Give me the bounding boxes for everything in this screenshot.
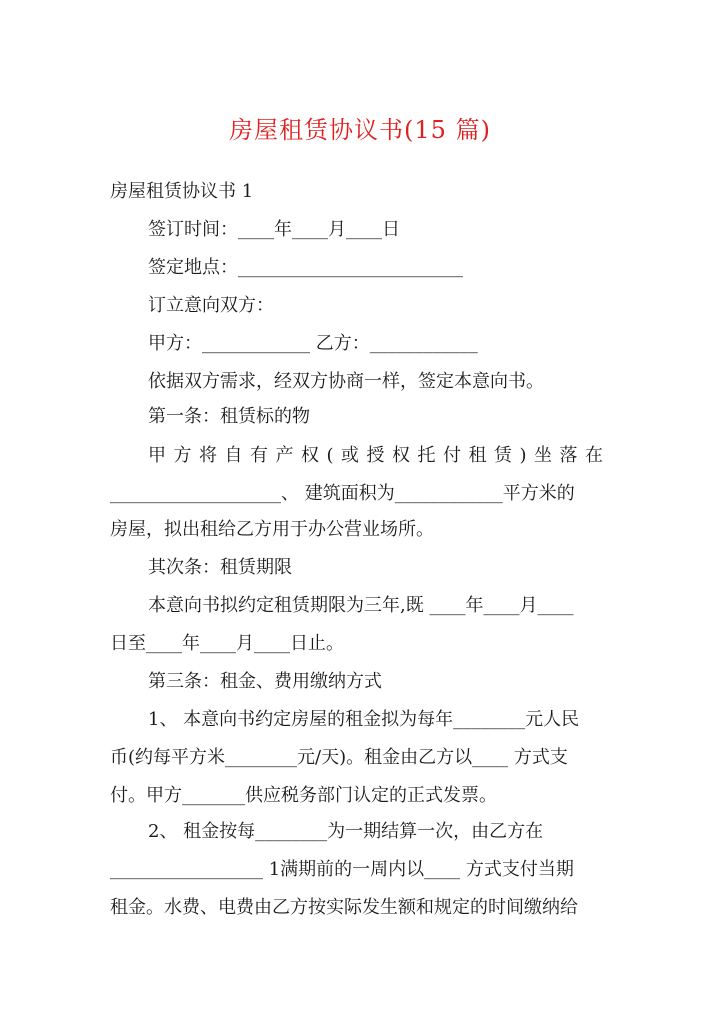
article-2-line-1: 本意向书拟约定租赁期限为三年,既 ____年____月____ bbox=[148, 595, 574, 616]
article-2-title: 其次条：租赁期限 bbox=[148, 557, 292, 578]
article-2-line-2: 日至____年____月____日止。 bbox=[110, 633, 344, 654]
article-1-line-1: 甲方将自有产权(或授权托付租赁)坐落在 bbox=[148, 445, 611, 466]
sign-place-line: 签定地点：_________________________ bbox=[148, 257, 463, 278]
basis-line: 依据双方需求，经双方协商一样，签定本意向书。 bbox=[148, 371, 544, 392]
article-3-clause-1-line-1: 1、 本意向书约定房屋的租金拟为每年________元人民 bbox=[148, 709, 580, 730]
article-3-title: 第三条：租金、费用缴纳方式 bbox=[148, 671, 382, 692]
document-title: 房屋租赁协议书(15 篇) bbox=[229, 116, 491, 144]
article-1-title: 第一条：租赁标的物 bbox=[148, 406, 310, 427]
sign-time-line: 签订时间：____年____月____日 bbox=[148, 219, 400, 240]
article-1-line-3: 房屋，拟出租给乙方用于办公营业场所。 bbox=[110, 519, 434, 540]
parties-line: 甲方：____________ 乙方：____________ bbox=[148, 333, 478, 354]
section-heading: 房屋租赁协议书 1 bbox=[110, 181, 254, 202]
article-3-clause-1-line-2: 币(约每平方米________元/天)。租金由乙方以____ 方式支 bbox=[110, 747, 568, 768]
article-3-clause-2-line-3: 租金。水费、电费由乙方按实际发生额和规定的时间缴纳给 bbox=[110, 897, 578, 918]
article-3-clause-1-line-3: 付。甲方_______供应税务部门认定的正式发票。 bbox=[110, 785, 497, 806]
article-1-line-2: ___________________、 建筑面积为____________平方米的 bbox=[110, 483, 575, 504]
article-3-clause-2-line-2: _________________ 1满期前的一周内以____ 方式支付当期 bbox=[110, 859, 574, 880]
parties-intro-line: 订立意向双方： bbox=[148, 295, 274, 316]
article-3-clause-2-line-1: 2、 租金按每________为一期结算一次，由乙方在 bbox=[148, 821, 544, 842]
